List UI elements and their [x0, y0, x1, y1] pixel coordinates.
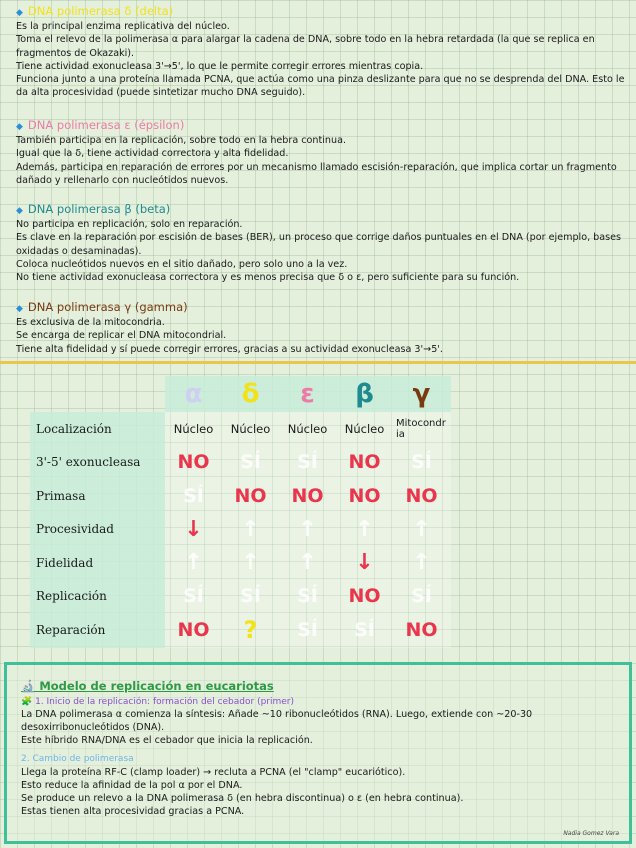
table-cell: NO [348, 484, 381, 507]
section-heading [16, 118, 630, 132]
table-cell: ↑ [355, 516, 374, 542]
table-cell: ↑ [241, 516, 260, 542]
section-epsilon [8, 118, 630, 187]
table-cell: SÍ [297, 585, 318, 608]
table-cell: SÍ [240, 451, 261, 474]
section-line: Tiene alta fidelidad y sí puede corregir errores, gracias a su actividad exonucleasa 3'→5'. [16, 343, 443, 355]
table-cell: NO [234, 484, 267, 507]
table-row-label: Localización [36, 421, 112, 436]
model-line: Este híbrido RNA/DNA es el cebador que inicia la replicación. [21, 735, 313, 747]
section-line: No participa en replicación, solo en reparación. [16, 219, 243, 230]
polymerase-comparison-table [30, 376, 450, 648]
table-cell: ↑ [184, 550, 203, 576]
table-cell: Núcleo [287, 421, 328, 436]
section-heading [16, 4, 630, 18]
table-cell: Núcleo [344, 421, 385, 436]
section-line: Es clave en la reparación por escisión de bases (BER), un proceso que corrige daños puntuales en el DNA (por ejemplo, bases oxidadas o desaminadas). [16, 232, 622, 257]
section-line: Se encarga de replicar el DNA mitocondrial. [16, 330, 227, 342]
section-beta [8, 202, 630, 284]
section-line: Es exclusiva de la mitocondria. [16, 317, 165, 328]
table-cell: ↑ [412, 516, 431, 542]
table-cell: ↑ [298, 516, 317, 542]
section-gamma [8, 300, 630, 356]
section-line: Tiene actividad exonucleasa 3'→5', lo que le permite corregir errores mientras copia. [16, 60, 424, 72]
table-cell: ↓ [184, 516, 203, 542]
section-body [16, 316, 630, 356]
bullet-icon: ◆ [16, 8, 23, 18]
table-column-header: α [184, 379, 203, 409]
notes-top-area [0, 0, 636, 364]
bullet-icon: ◆ [16, 122, 23, 132]
table-cell: ↑ [412, 550, 431, 576]
model-line: La DNA polimerasa α comienza la síntesis: Añade ~10 ribonucleótidos (RNA). Luego, extiende con ~20-30 desoxirribonucleótidos (DNA). [21, 709, 533, 734]
table-cell: ↑ [241, 550, 260, 576]
section-line: Es la principal enzima replicativa del núcleo. [16, 21, 230, 32]
section-line: También participa en la replicación, sobre todo en la hebra continua. [16, 135, 347, 146]
table-row-label: Reparación [36, 622, 106, 637]
section-delta [8, 4, 630, 100]
table-cell: Núcleo [173, 421, 214, 436]
table-cell: SÍ [354, 618, 375, 641]
table-row-label: Procesividad [36, 522, 114, 537]
section-line: Toma el relevo de la polimerasa α para alargar la cadena de DNA, sobre todo en la hebra retardada (la que se replica en fragmentos de Okazaki). [16, 34, 595, 59]
model-line: Llega la proteína RF-C (clamp loader) → recluta a PCNA (el "clamp" eucariótico). [21, 766, 406, 778]
model-line: Esto reduce la afinidad de la pol α por el DNA. [21, 779, 243, 791]
model-title: 🔬 Modelo de replicación en eucariotas [21, 679, 274, 693]
section-body [16, 218, 630, 284]
model-line: Se produce un relevo a la DNA polimerasa δ (en hebra discontinua) o ε (en hebra continua). [21, 793, 464, 805]
bullet-icon: ◆ [16, 304, 23, 314]
model-step2-text [21, 766, 629, 819]
table-cell: Núcleo [230, 421, 271, 436]
table-cell: NO [177, 618, 210, 641]
table-cell: SÍ [240, 585, 261, 608]
section-heading [16, 202, 630, 216]
table-cell: NO [291, 484, 324, 507]
section-line: Igual que la δ, tiene actividad correctora y alta fidelidad. [16, 148, 289, 160]
table-cell: ↓ [355, 550, 374, 576]
table-cell: NO [177, 451, 210, 474]
model-line: Estas tienen alta procesividad gracias a PCNA. [21, 806, 245, 818]
replication-model-box [4, 662, 632, 844]
signature: Nadia Gomez Vara [563, 830, 619, 837]
table-row-label: Primasa [36, 488, 86, 503]
table-row-label: Fidelidad [36, 555, 94, 570]
section-line: No tiene actividad exonucleasa correctora y es menos precisa que δ o ε, pero suficiente para su función. [16, 272, 520, 284]
section-heading-text: DNA polimerasa ε (épsilon) [27, 118, 185, 132]
section-line: Coloca nucleótidos nuevos en el sitio dañado, pero solo uno a la vez. [16, 258, 348, 270]
table-cell: SÍ [411, 585, 432, 608]
section-line: Funciona junto a una proteína llamada PCNA, que actúa como una pinza deslizante para que no se desprenda del DNA. Esto le da alta procesividad (puede sintetizar mucho DNA seguido). [16, 74, 625, 99]
table-cell: NO [348, 585, 381, 608]
table-row-label: 3'-5' exonucleasa [36, 455, 141, 470]
table-column-header: β [355, 379, 374, 409]
model-step1-text [21, 708, 629, 748]
section-heading-text: DNA polimerasa β (beta) [27, 202, 171, 216]
table-cell: SÍ [297, 618, 318, 641]
table-cell: NO [348, 451, 381, 474]
table-cell: Mitocondria [396, 417, 446, 440]
table-cell: SÍ [183, 585, 204, 608]
section-heading [16, 300, 630, 314]
table-column-header: δ [241, 379, 260, 409]
section-heading-text: DNA polimerasa γ (gamma) [27, 300, 188, 314]
table-cell: ↑ [298, 550, 317, 576]
section-heading-text: DNA polimerasa δ (delta) [27, 4, 174, 18]
table-cell: ? [243, 615, 258, 644]
table-cell: NO [405, 618, 438, 641]
table-cell: SÍ [411, 451, 432, 474]
model-step2-heading: 2. Cambio de polimerasa [21, 753, 134, 764]
table-column-header: ε [300, 379, 315, 409]
bullet-icon: ◆ [16, 206, 23, 216]
table-cell: NO [405, 484, 438, 507]
section-body [16, 134, 630, 187]
table-cell: SÍ [183, 484, 204, 507]
model-step1-heading: 🧩 1. Inicio de la replicación: formación del cebador (primer) [21, 697, 295, 707]
table-cell: SÍ [297, 451, 318, 474]
table-column-header: γ [412, 379, 431, 409]
section-body [16, 20, 630, 100]
section-line: Además, participa en reparación de errores por un mecanismo llamado escisión-reparación, que implica cortar un fragmento dañado y rellenarlo con nucleótidos nuevos. [16, 161, 617, 186]
table-row-label: Replicación [36, 589, 107, 604]
